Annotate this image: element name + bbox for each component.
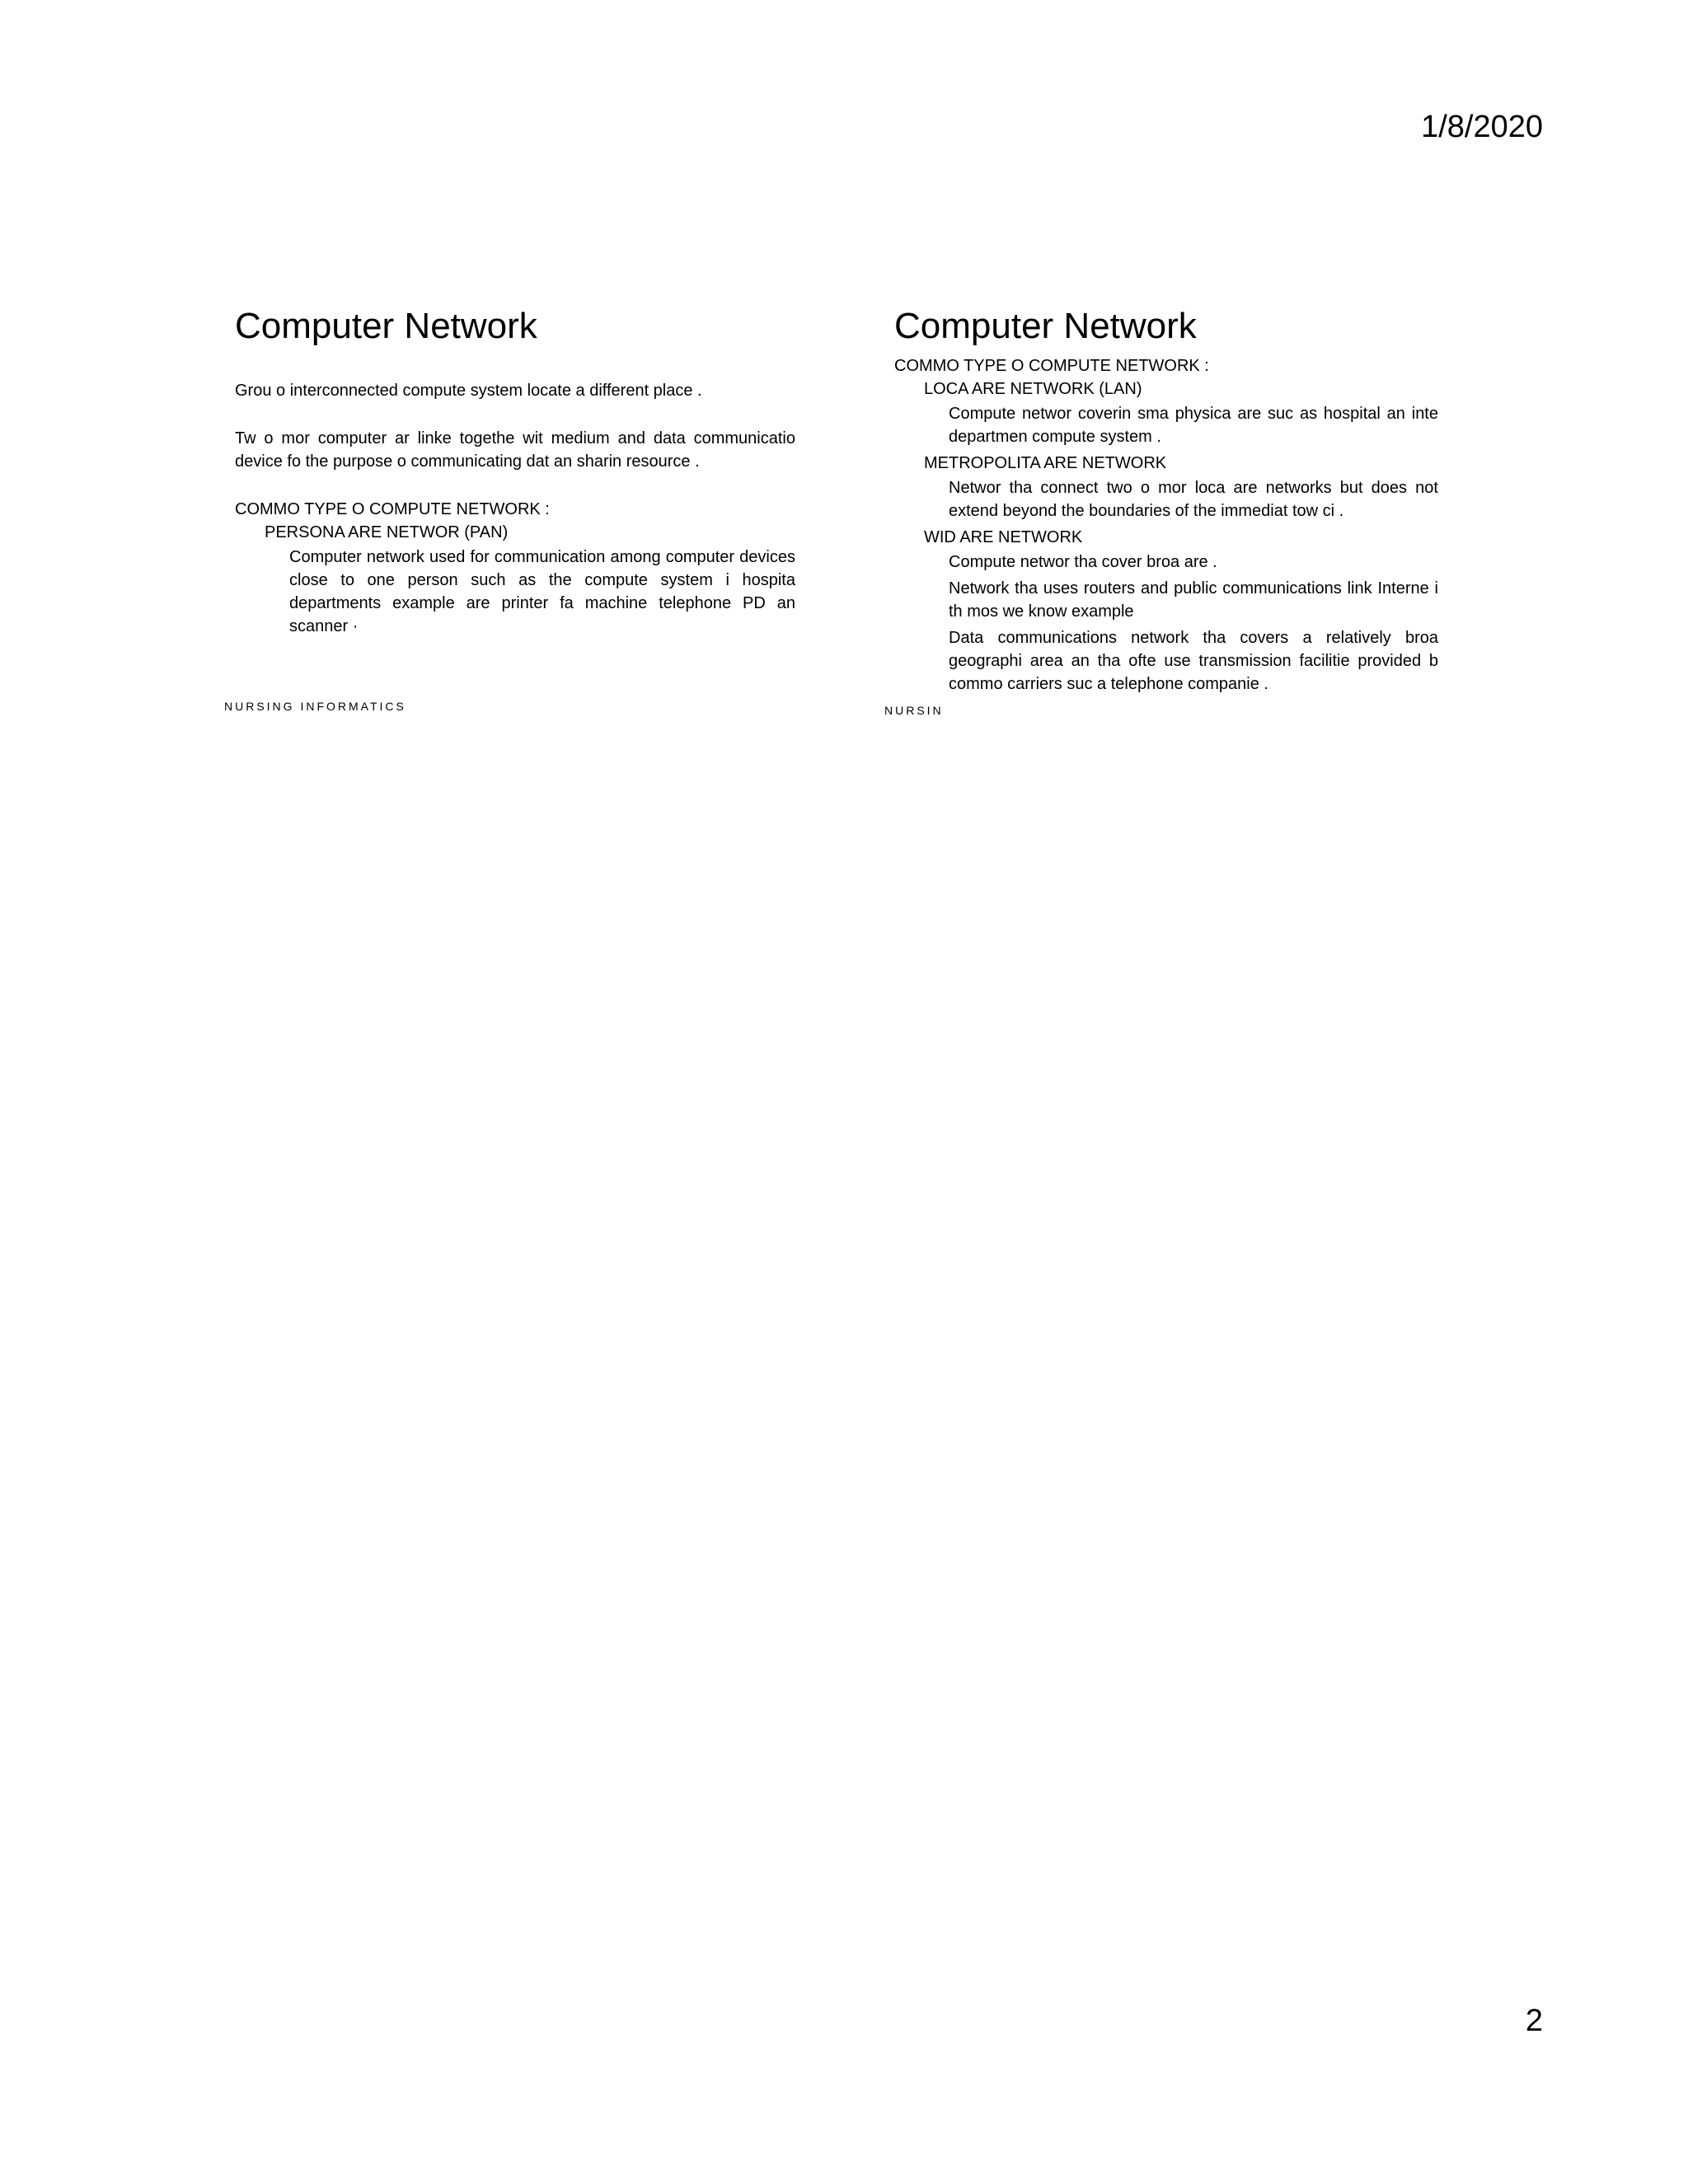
- slide-paragraph: Tw o mor computer ar linke togethe wit medium and data communicatio device fo the purpose o communicating dat an sharin resource .: [235, 429, 795, 471]
- subsection-heading-wan: WID ARE NETWORK: [924, 528, 1083, 546]
- slide-title: Computer Network: [235, 306, 537, 346]
- subsection-text-man: Networ tha connect two o mor loca are networks but does not extend beyond the boundaries of the immediat tow ci .: [949, 479, 1438, 520]
- subsection-heading-pan: PERSONA ARE NETWOR (PAN): [265, 523, 509, 541]
- slide-footer: NURSIN: [884, 704, 944, 717]
- subsection-text-wan: Data communications network tha covers a relatively broa geographi area an tha ofte use transmission facilitie provided b commo carriers suc a telephone companie .: [949, 629, 1438, 693]
- slide-left: [235, 305, 795, 641]
- section-heading: COMMO TYPE O COMPUTE NETWORK :: [235, 500, 550, 518]
- subsection-heading-lan: LOCA ARE NETWORK (LAN): [924, 380, 1142, 398]
- slide-title: Computer Network: [894, 306, 1197, 346]
- slide-paragraph: Grou o interconnected compute system locate a different place .: [235, 382, 702, 400]
- page-date: 1/8/2020: [1421, 110, 1543, 144]
- slide-footer: NURSING INFORMATICS: [224, 700, 406, 713]
- subsection-text-wan: Compute networ tha cover broa are .: [949, 553, 1217, 571]
- subsection-text-lan: Compute networ coverin sma physica are suc as hospital an inte departmen compute system .: [949, 405, 1438, 446]
- subsection-text-pan: Computer network used for communication among computer devices close to one person such as the compute system i hospita departments example are printer fa machine telephone PD an scanner ·: [289, 548, 795, 635]
- subsection-heading-man: METROPOLITA ARE NETWORK: [924, 454, 1167, 472]
- slide-right: [894, 305, 1438, 699]
- section-heading: COMMO TYPE O COMPUTE NETWORK :: [894, 357, 1209, 375]
- subsection-text-wan: Network tha uses routers and public communications link Interne i th mos we know example: [949, 579, 1438, 621]
- page-number: 2: [1525, 2004, 1543, 2038]
